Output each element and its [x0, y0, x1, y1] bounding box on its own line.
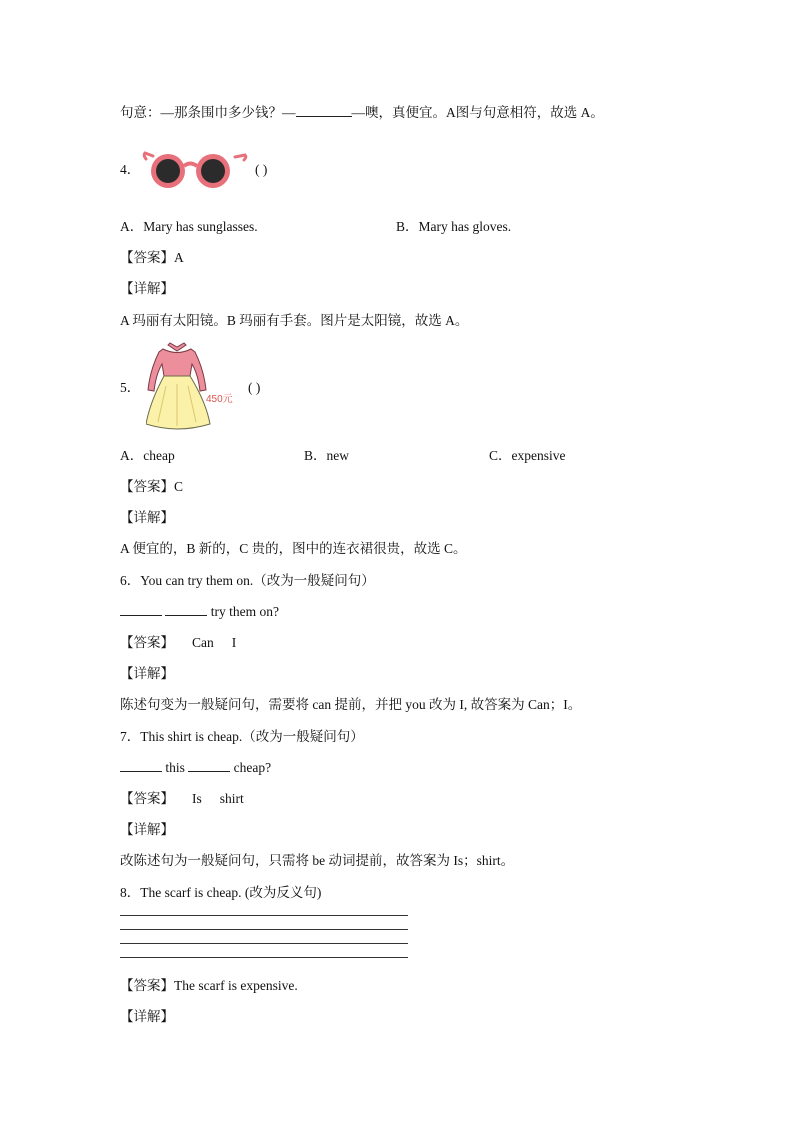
- q4-detail: A 玛丽有太阳镜。B 玛丽有手套。图片是太阳镜，故选 A。: [120, 313, 469, 328]
- q7-word-mid: this: [165, 760, 185, 775]
- q3-meaning-prefix: 句意：—那条围巾多少钱？—: [120, 105, 296, 120]
- q4-option-a: A．Mary has sunglasses.: [120, 219, 258, 234]
- answer-rule: [120, 957, 408, 958]
- answer-label: 【答案】: [120, 978, 174, 993]
- answer-rule: [120, 943, 408, 944]
- q3-meaning-line: [120, 104, 604, 122]
- blank-line: [120, 603, 162, 616]
- q5-detail-label: 【详解】: [120, 510, 174, 525]
- answer-value-2: I: [231, 635, 237, 650]
- q5-option-a: A．cheap: [120, 448, 175, 463]
- q8-detail-label: 【详解】: [120, 1009, 174, 1024]
- answer-label: 【答案】: [120, 635, 174, 650]
- blank-line: [188, 759, 230, 772]
- sunglasses-icon: [141, 149, 249, 195]
- answer-label: 【答案】: [120, 250, 174, 265]
- blank-line: [120, 759, 162, 772]
- q6-detail-label: 【详解】: [120, 666, 174, 681]
- q5-option-c: C．expensive: [489, 448, 566, 463]
- q5-paren: ( ): [248, 380, 261, 395]
- q5-answer: [120, 478, 183, 496]
- q6-prompt: 6．You can try them on.（改为一般疑问句）: [120, 573, 375, 588]
- answer-value: C: [174, 479, 184, 494]
- q6-fill-text: try them on?: [210, 604, 279, 619]
- answer-label: 【答案】: [120, 479, 174, 494]
- q7-detail-label: 【详解】: [120, 822, 174, 837]
- blank-line: [296, 104, 352, 117]
- q7-fill-line: [120, 759, 271, 777]
- q4-paren: ( ): [255, 162, 268, 177]
- q8-answer: [120, 977, 298, 995]
- q7-word-end: cheap?: [233, 760, 272, 775]
- q7-answer: [120, 790, 244, 808]
- dress-icon: [146, 342, 214, 436]
- answer-rule: [120, 929, 408, 930]
- price-tag: 450元: [206, 394, 233, 405]
- q8-prompt: 8．The scarf is cheap. (改为反义句): [120, 885, 322, 900]
- q3-meaning-suffix: —噢，真便宜。A图与句意相符，故选 A。: [351, 105, 604, 120]
- answer-label: 【答案】: [120, 791, 174, 806]
- answer-value-2: shirt: [219, 791, 244, 806]
- q7-prompt: 7．This shirt is cheap.（改为一般疑问句）: [120, 729, 364, 744]
- q5-number: 5．: [120, 380, 141, 395]
- q4-detail-label: 【详解】: [120, 281, 174, 296]
- blank-line: [165, 603, 207, 616]
- answer-value: A: [174, 250, 184, 265]
- q7-detail: 改陈述句为一般疑问句，只需将 be 动词提前，故答案为 Is；shirt。: [120, 853, 515, 868]
- answer-value: The scarf is expensive.: [174, 978, 298, 993]
- answer-rule: [120, 915, 408, 916]
- q5-option-b: B．new: [304, 448, 349, 463]
- q6-detail: 陈述句变为一般疑问句，需要将 can 提前，并把 you 改为 I, 故答案为 Can；I。: [120, 697, 582, 712]
- answer-value-1: Is: [192, 791, 202, 806]
- q4-number: 4．: [120, 162, 141, 177]
- q4-answer: [120, 249, 184, 267]
- q5-detail: A 便宜的，B 新的，C 贵的，图中的连衣裙很贵，故选 C。: [120, 541, 467, 556]
- q6-fill-line: [120, 603, 279, 621]
- q6-answer: [120, 634, 236, 652]
- answer-value-1: Can: [192, 635, 214, 650]
- q4-option-b: B．Mary has gloves.: [396, 219, 512, 234]
